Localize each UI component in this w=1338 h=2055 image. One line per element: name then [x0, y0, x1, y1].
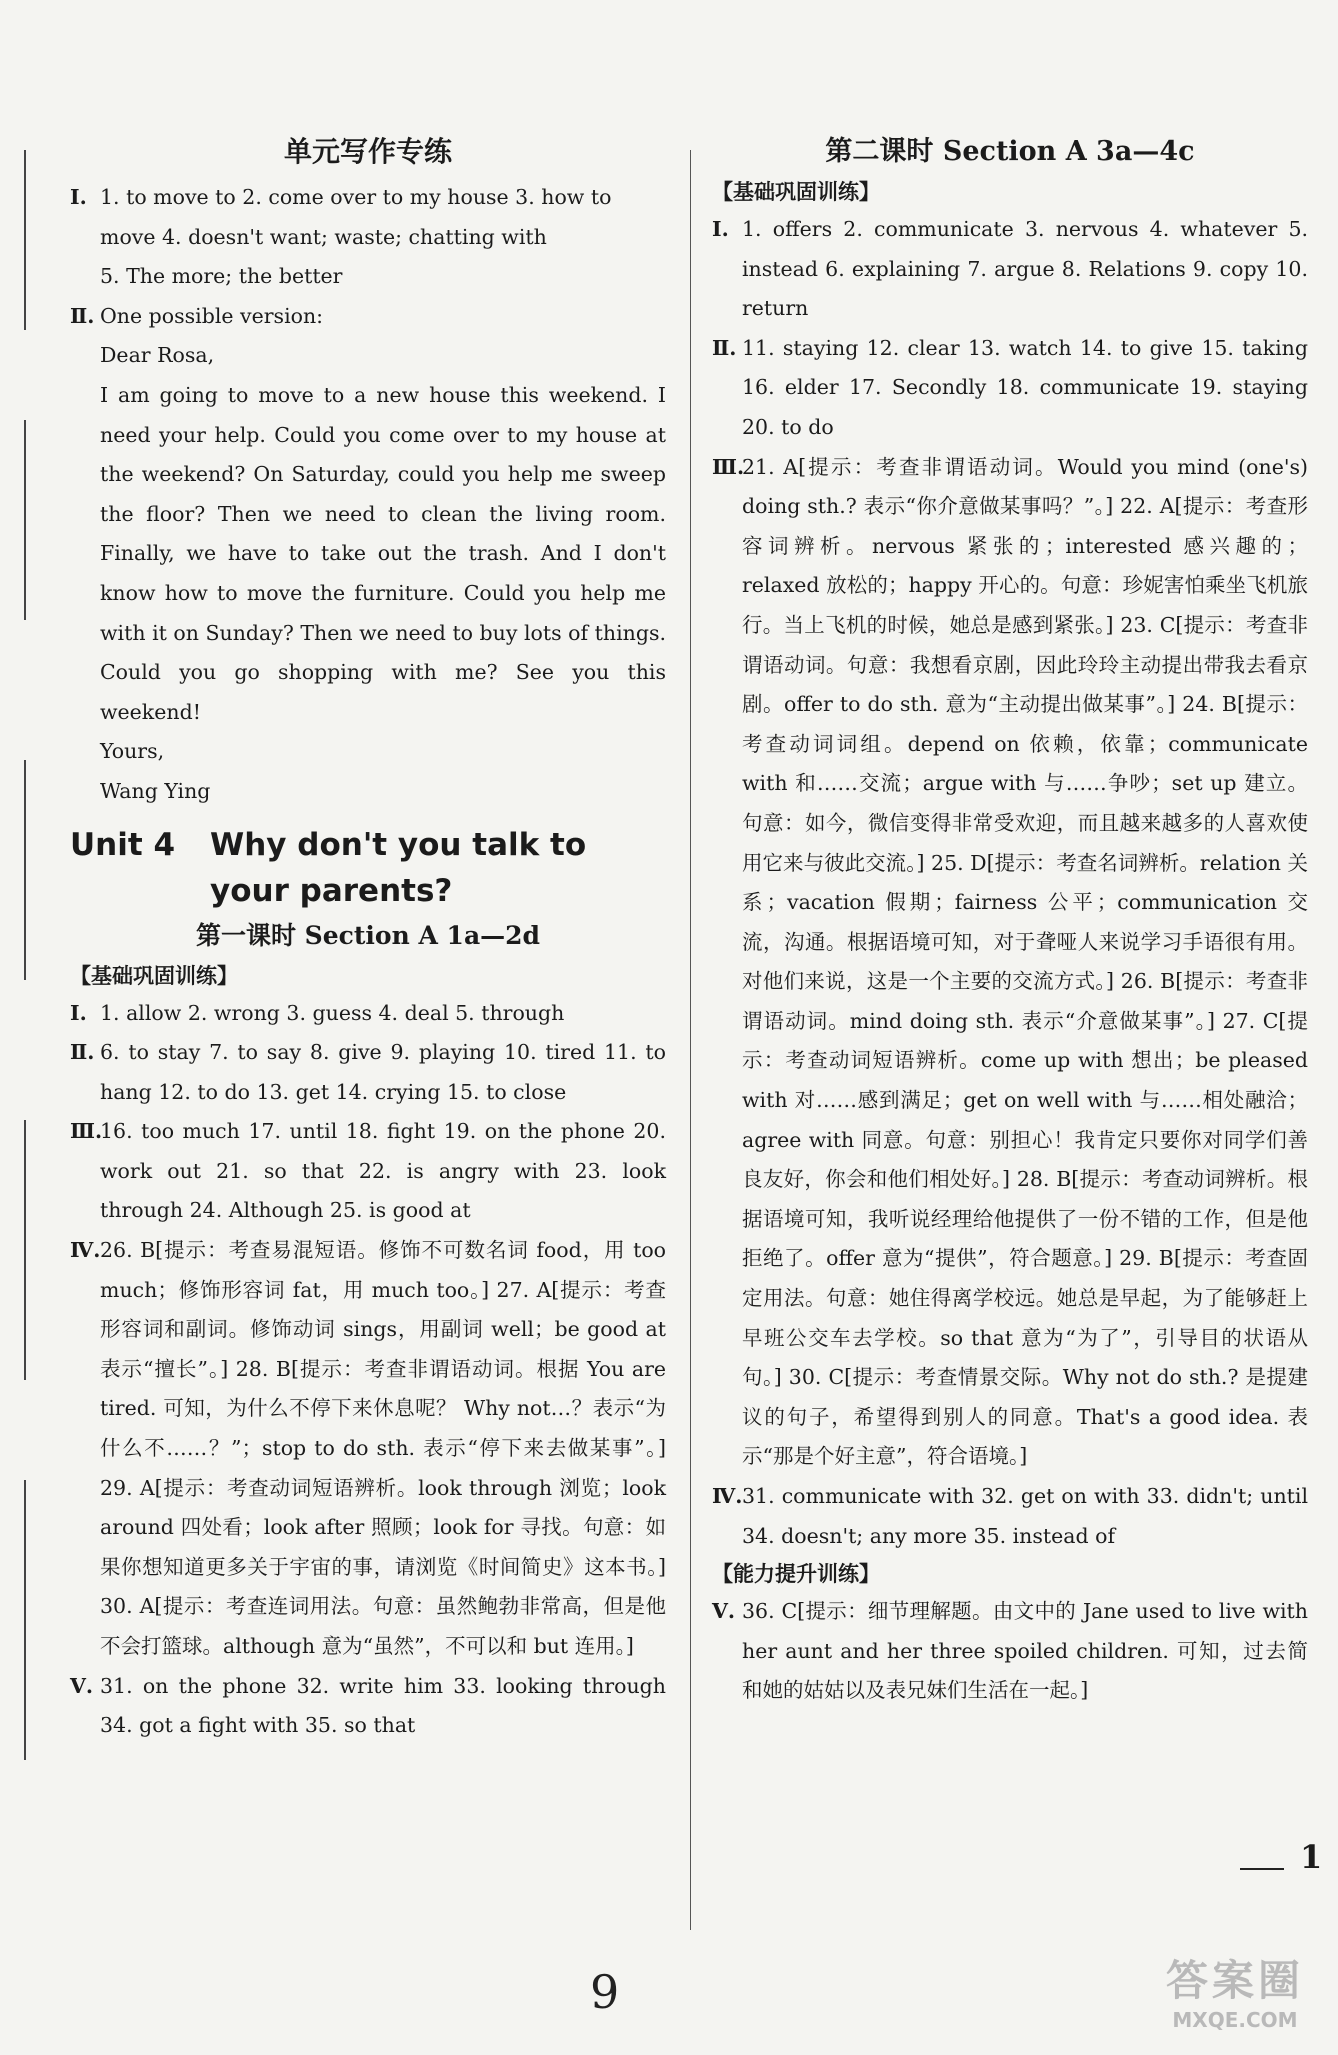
section-text: 1. offers 2. communicate 3. nervous 4. whatever 5. instead 6. explaining 7. argue 8. Relations 9. copy 10. return [742, 217, 1308, 321]
section-number: Ⅰ. [70, 185, 87, 209]
right-column [712, 132, 1308, 1711]
unit-label: Unit 4 [70, 826, 176, 863]
letter-closing: Yours, [100, 739, 165, 764]
unit-title [70, 822, 666, 914]
watermark-url: MXQE.COM [1172, 2008, 1298, 2032]
letter-body: I am going to move to a new house this weekend. I need your help. Could you come over to my house at the weekend? On Saturday, could you help me sweep the floor? Then we need to clean the living room. Finally, we have to take out the trash. And I don't know how to move the furniture. Could you help me with it on Sunday? Then we need to buy lots of things. Could you go shopping with me? See you this weekend! [100, 382, 666, 724]
section-number: Ⅴ. [70, 1673, 94, 1698]
section-number: Ⅴ. [712, 1599, 736, 1624]
binding-edge-mark [24, 760, 26, 980]
letter-salutation: Dear Rosa, [100, 343, 215, 368]
section-1 [70, 178, 666, 218]
watermark-text: 答案圈 [1165, 1956, 1304, 2005]
ability-training-label: 【能力提升训练】 [712, 1561, 880, 1587]
exercise-4 [70, 1231, 666, 1667]
watermark-logo [1140, 1955, 1330, 2050]
binding-edge-mark [24, 420, 26, 620]
binding-edge-mark [24, 150, 26, 330]
section-number: Ⅰ. [712, 217, 729, 241]
left-column [70, 132, 666, 1746]
exercise-5 [712, 1592, 1308, 1711]
section-number: Ⅲ. [712, 454, 745, 479]
section-number: Ⅱ. [70, 1040, 95, 1065]
column-divider [690, 150, 691, 1930]
section-text: 1. to move to 2. come over to my house 3. how to [100, 185, 612, 209]
writing-practice-heading: 单元写作专练 [283, 135, 452, 168]
section-text: 5. The more; the better [100, 264, 343, 289]
page-number: 1 [1300, 1838, 1323, 1876]
basic-training-label: 【基础巩固训练】 [70, 962, 238, 988]
section-number: Ⅳ. [712, 1484, 743, 1508]
section-text: 16. too much 17. until 18. fight 19. on the phone 20. work out 21. so that 22. is angry with 23. look through 24. Although 25. is good at [100, 1119, 666, 1223]
exercise-2 [70, 1033, 666, 1112]
section-text: 36. C[提示：细节理解题。由文中的 Jane used to live with her aunt and her three spoiled children. 可知，过去简和她的姑姑以及表兄妹们生活在一起。] [742, 1599, 1308, 1703]
exercise-3 [712, 448, 1308, 1477]
binding-edge-mark [24, 1120, 26, 1380]
section-text: 26. B[提示：考查易混短语。修饰不可数名词 food，用 too much；修饰形容词 fat，用 much too。] 27. A[提示：考查形容词和副词。修饰动词 sings，用副词 well；be good at 表示“擅长”。] 28. B[提示：考查非谓语动词。根据 You are tired. 可知，为什么不停下来休息呢？ Why not…？表示“为什么不……？”；stop to do sth. 表示“停下来去做某事”。] 29. A[提示：考查动词短语辨析。look through 浏览；look around 四处看；look after 照顾；look for 寻找。句意：如果你想知道更多关于宇宙的事，请浏览《时间简史》这本书。] 30. A[提示：考查连词用法。句意：虽然鲍勃非常高，但是他不会打篮球。although 意为“虽然”，不可以和 but 连用。] [100, 1238, 666, 1658]
handwritten-number: 9 [590, 1965, 620, 2019]
section-text: 11. staying 12. clear 13. watch 14. to give 15. taking 16. elder 17. Secondly 18. communicate 19. staying 20. to do [742, 335, 1308, 439]
basic-training-label: 【基础巩固训练】 [712, 179, 880, 204]
letter-signature: Wang Ying [100, 778, 211, 803]
exercise-3 [70, 1112, 666, 1231]
section-text: 21. A[提示：考查非谓语动词。Would you mind (one's) doing sth.? 表示“你介意做某事吗？”。] 22. A[提示：考查形容词辨析。nervous 紧张的；interested 感兴趣的；relaxed 放松的；happy 开心的。句意：珍妮害怕乘坐飞机旅行。当上飞机的时候，她总是感到紧张。] 23. C[提示：考查非谓语动词。句意：我想看京剧，因此玲玲主动提出带我去看京剧。offer to do sth. 意为“主动提出做某事”。] 24. B[提示：考查动词词组。depend on 依赖，依靠；communicate with 和……交流；argue with 与……争吵；set up 建立。句意：如今，微信变得非常受欢迎，而且越来越多的人喜欢使用它来与彼此交流。] 25. D[提示：考查名词辨析。relation 关系；vacation 假期；fairness 公平；communication 交流，沟通。根据语境可知，对于聋哑人来说学习手语很有用。对他们来说，这是一个主要的交流方式。] 26. B[提示：考查非谓语动词。mind doing sth. 表示“介意做某事”。] 27. C[提示：考查动词短语辨析。come up with 想出；be pleased with 对……感到满足；get on well with 与……相处融洽；agree with 同意。句意：别担心！我肯定只要你对同学们善良友好，你会和他们相处好。] 28. B[提示：考查动词辨析。根据语境可知，我听说经理给他提供了一份不错的工作，但是他拒绝了。offer 意为“提供”，符合题意。] 29. B[提示：考查固定用法。句意：她住得离学校远。她总是早起，为了能够赶上早班公交车去学校。so that 意为“为了”，引导目的状语从句。] 30. C[提示：考查情景交际。Why not do sth.? 是提建议的句子，希望得到别人的同意。That's a good idea. 表示“那是个好主意”，符合语境。] [742, 454, 1308, 1469]
page-number-dash [1240, 1868, 1284, 1870]
exercise-1 [70, 994, 666, 1034]
section-text: move 4. doesn't want; waste; chatting with [100, 224, 547, 249]
lesson-heading: 第一课时 Section A 1a—2d [195, 920, 541, 950]
section-text: 1. allow 2. wrong 3. guess 4. deal 5. through [100, 1000, 565, 1025]
exercise-4 [712, 1477, 1308, 1556]
section-number: Ⅱ. [712, 335, 737, 360]
unit-title-text: Why don't you talk to your parents? [210, 826, 587, 909]
section-number: Ⅲ. [70, 1119, 103, 1144]
exercise-2 [712, 329, 1308, 448]
section-number: Ⅳ. [70, 1238, 101, 1263]
section-text: One possible version: [100, 303, 324, 328]
section-text: 31. communicate with 32. get on with 33. didn't; until 34. doesn't; any more 35. instead of [742, 1484, 1308, 1548]
section-number: Ⅱ. [70, 303, 95, 328]
exercise-5 [70, 1667, 666, 1746]
exercise-1 [712, 210, 1308, 329]
section-2 [70, 297, 666, 337]
section-number: Ⅰ. [70, 1000, 87, 1025]
section-text: 6. to stay 7. to say 8. give 9. playing 10. tired 11. to hang 12. to do 13. get 14. crying 15. to close [100, 1040, 666, 1104]
binding-edge-mark [24, 1480, 26, 1760]
section-text: 31. on the phone 32. write him 33. looking through 34. got a fight with 35. so that [100, 1673, 666, 1738]
lesson-heading: 第二课时 Section A 3a—4c [825, 136, 1195, 167]
